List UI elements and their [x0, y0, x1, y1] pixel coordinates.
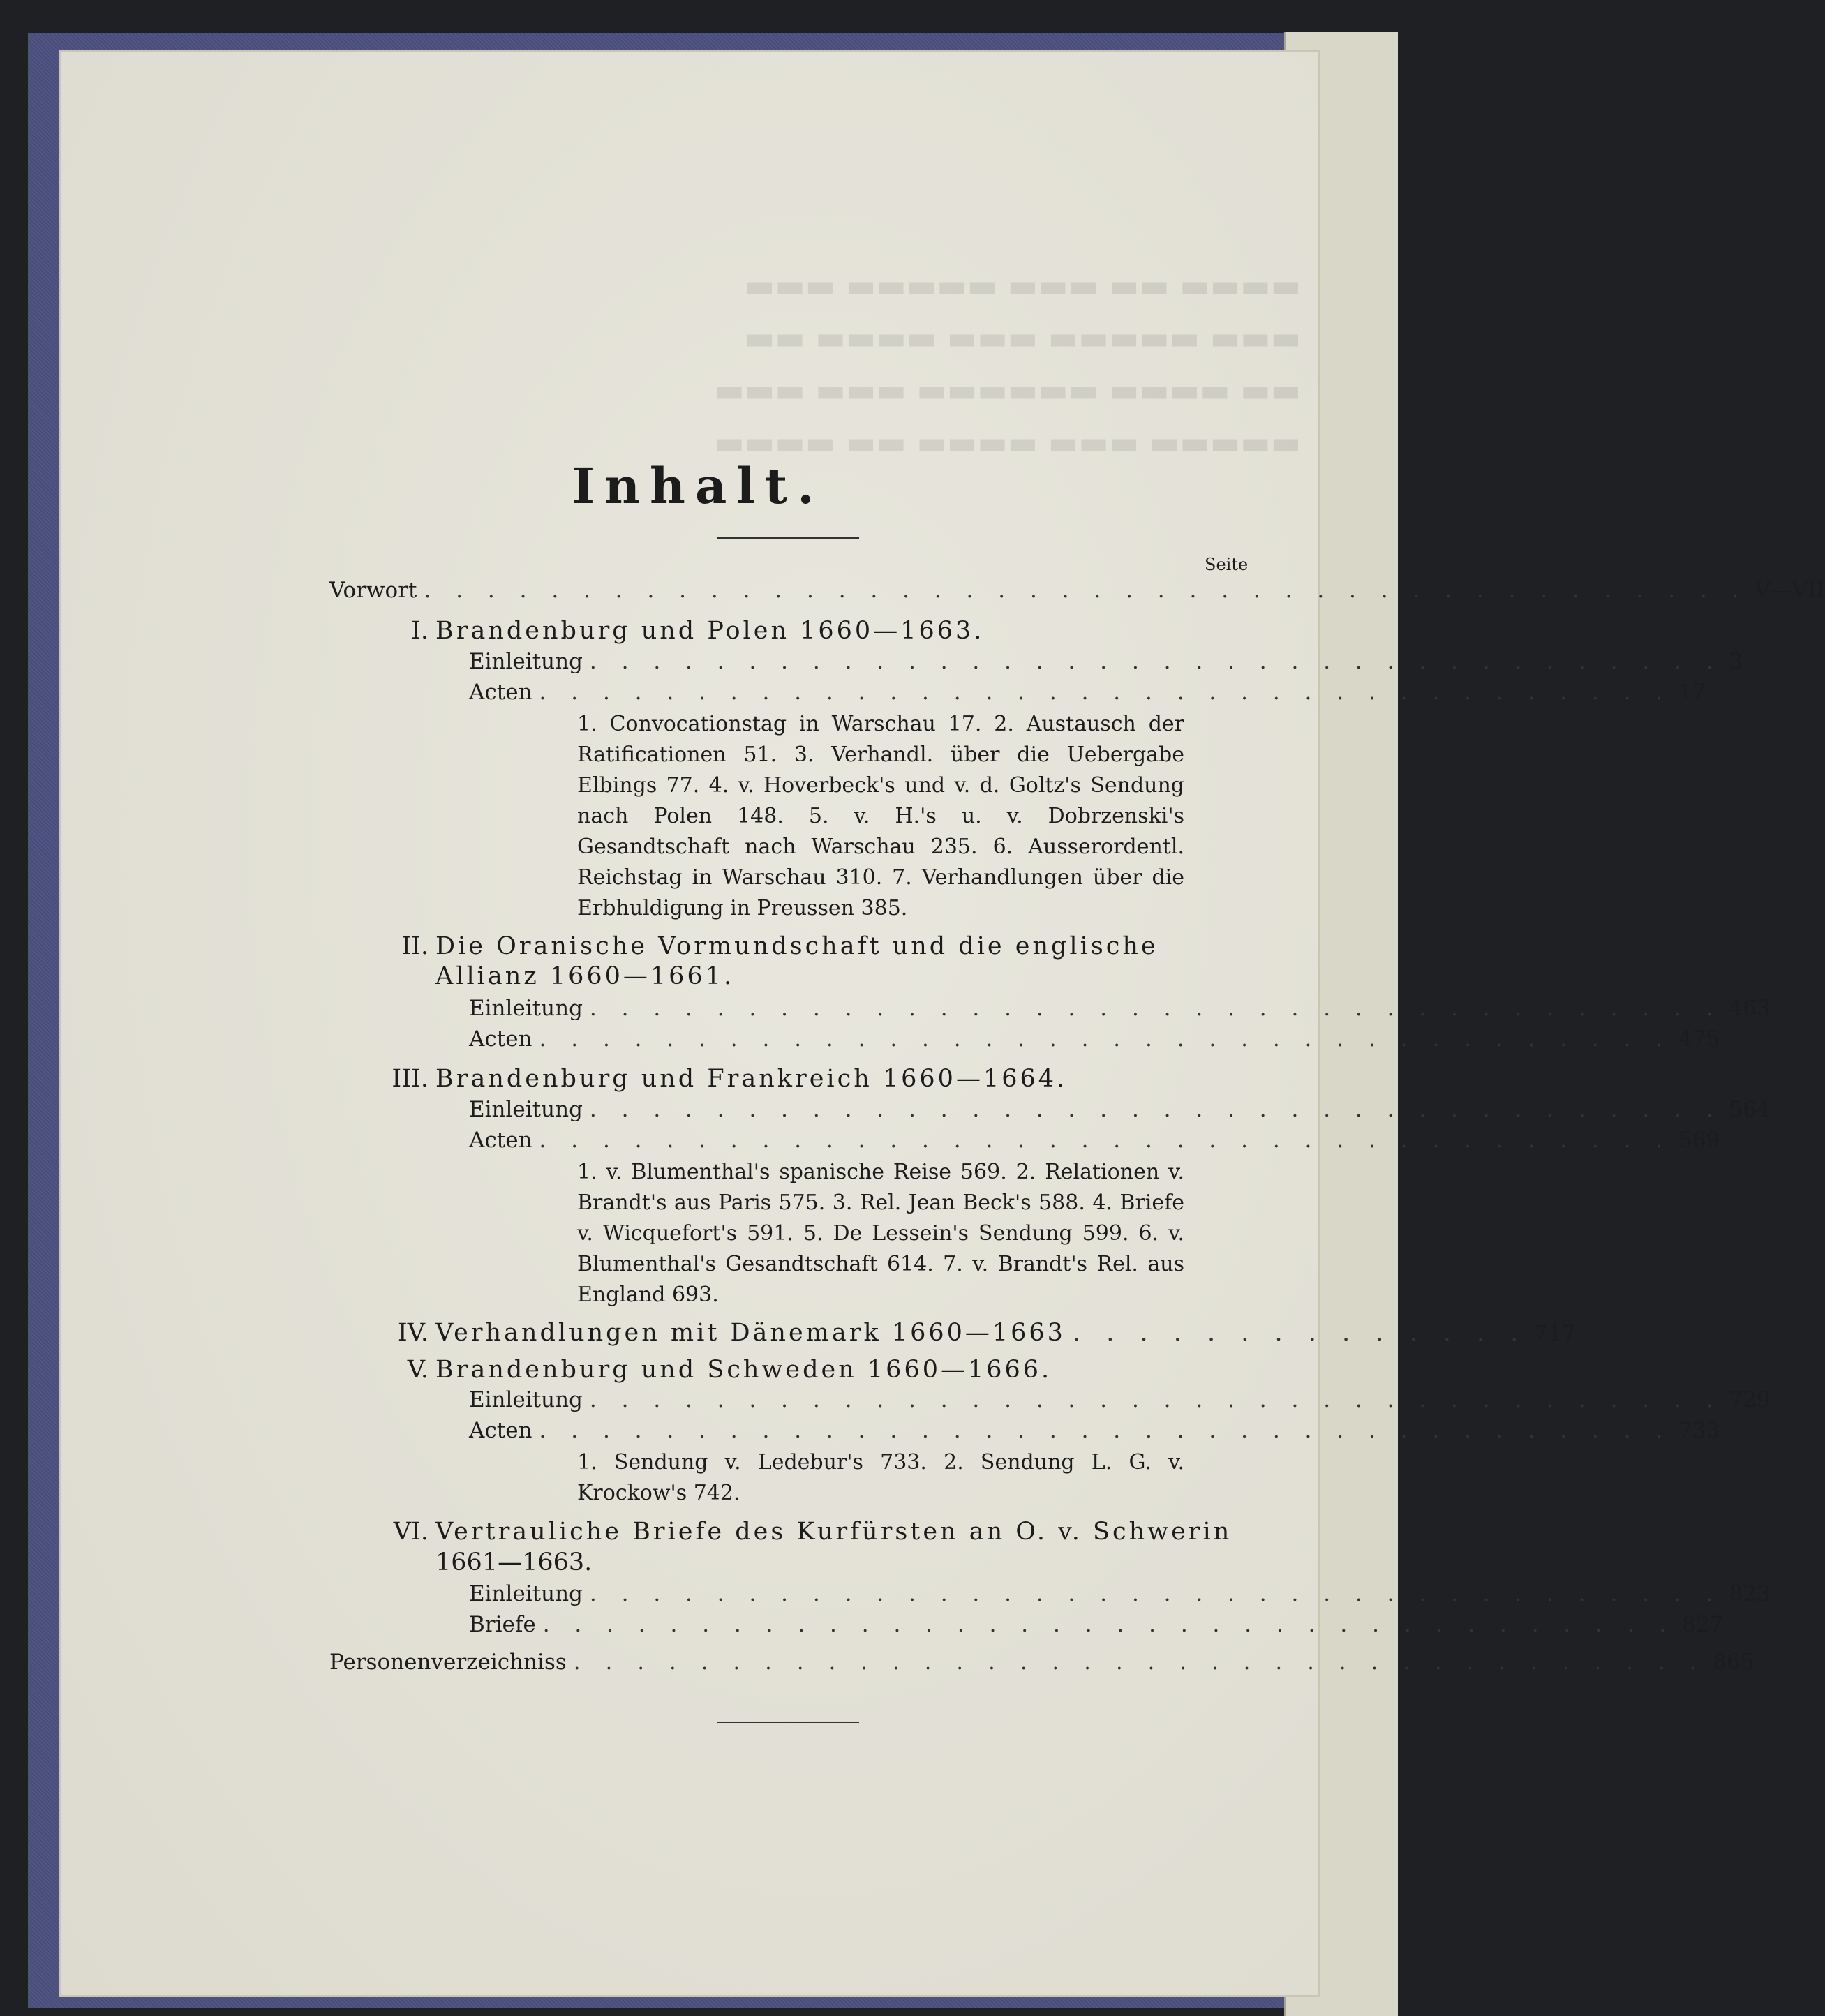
- toc-label: Briefe: [469, 1612, 536, 1637]
- section-number: I.: [411, 617, 429, 645]
- leader-dots: . . . . . . . . . . . . . . . . . . . . . . . . . . . . . . . . . . . .: [542, 1612, 1676, 1637]
- leader-dots: . . . . . . . . . . . . . .: [1072, 1319, 1528, 1347]
- section-heading-4[interactable]: [397, 1318, 1576, 1348]
- toc-label: Vorwort: [329, 578, 417, 603]
- leader-dots: . . . . . . . . . . . . . . . . . . . . . . . . . . . . . . . . . . . .: [573, 1650, 1706, 1675]
- section-heading-6[interactable]: [393, 1517, 1232, 1546]
- toc-page: 463: [1729, 996, 1771, 1021]
- section-title: Brandenburg und Frankreich 1660—1664.: [435, 1065, 1068, 1093]
- leader-dots: . . . . . . . . . . . . . . . . . . . . . . . . . . . . . . . . . . . .: [539, 1418, 1672, 1443]
- section-description: 1. v. Blumenthal's spanische Reise 569. 2. Relationen v. Brandt's aus Paris 575. 3. Rel. Jean Beck's 588. 4. Briefe v. Wicquefort's 591. 5. De Lessein's Sendung 599. 6. v. Blumenthal's Gesandtschaft 614. 7. v. Brandt's Rel. aus England 693.: [577, 1160, 1184, 1307]
- toc-page: 823: [1729, 1581, 1771, 1606]
- toc-row-einleitung[interactable]: [469, 1580, 1771, 1608]
- section-title: 1661—1663.: [435, 1548, 593, 1576]
- toc-page: 17: [1678, 680, 1706, 705]
- leader-dots: . . . . . . . . . . . . . . . . . . . . . . . . . . . . . . . . . . . .: [539, 1026, 1672, 1052]
- toc-page: 733: [1678, 1418, 1720, 1443]
- toc-page: 865: [1713, 1650, 1755, 1675]
- toc-row-personen[interactable]: [329, 1648, 1755, 1676]
- toc-label: Acten: [469, 1026, 532, 1052]
- leader-dots: . . . . . . . . . . . . . . . . . . . . . . . . . . . . . . . . . . . .: [539, 1128, 1672, 1153]
- leader-dots: . . . . . . . . . . . . . . . . . . . . . . . . . . . . . . . . . . . .: [589, 1387, 1722, 1412]
- section-number: III.: [392, 1065, 429, 1093]
- section-title: Vertrauliche Briefe des Kurfürsten an O. v. Schwerin: [435, 1518, 1232, 1546]
- toc-page: 717: [1534, 1321, 1576, 1346]
- toc-page: 475: [1678, 1026, 1720, 1052]
- toc-label: Einleitung: [469, 996, 583, 1021]
- toc-row-einleitung[interactable]: [469, 994, 1771, 1022]
- section-heading-3[interactable]: [392, 1064, 1068, 1093]
- section-number: VI.: [393, 1518, 429, 1546]
- section-description: 1. Sendung v. Ledebur's 733. 2. Sendung L. G. v. Krockow's 742.: [577, 1450, 1184, 1505]
- toc-row-acten[interactable]: [469, 1126, 1720, 1154]
- section-number: II.: [401, 932, 429, 960]
- section-title: Brandenburg und Schweden 1660—1666.: [435, 1356, 1052, 1384]
- toc-page: 569: [1678, 1128, 1720, 1153]
- toc-label: Acten: [469, 1128, 532, 1153]
- section-heading-6-cont: [435, 1548, 592, 1577]
- toc-row-vorwort[interactable]: [329, 576, 1825, 604]
- toc-label: Einleitung: [469, 1581, 583, 1606]
- toc-page: 3: [1729, 649, 1743, 674]
- section-number: V.: [407, 1356, 429, 1384]
- toc-label: Einleitung: [469, 649, 583, 674]
- leader-dots: . . . . . . . . . . . . . . . . . . . . . . . . . . . . . . . . . . . .: [589, 1581, 1722, 1606]
- section-title: Verhandlungen mit Dänemark 1660—1663: [435, 1319, 1066, 1347]
- toc-row-briefe[interactable]: [469, 1611, 1724, 1638]
- toc-row-einleitung[interactable]: [469, 648, 1743, 675]
- section-number: IV.: [397, 1319, 429, 1347]
- toc-row-einleitung[interactable]: [469, 1386, 1771, 1414]
- section-title: Allianz 1660—1661.: [435, 962, 735, 990]
- toc-row-einleitung[interactable]: [469, 1096, 1771, 1123]
- leader-dots: . . . . . . . . . . . . . . . . . . . . . . . . . . . . . . . . . . . .: [589, 649, 1722, 674]
- section-title: Die Oranische Vormundschaft und die englische: [435, 932, 1159, 960]
- toc-label: Acten: [469, 1418, 532, 1443]
- section-heading-2-cont: [435, 962, 734, 991]
- leader-dots: . . . . . . . . . . . . . . . . . . . . . . . . . . . . . . . . . . . .: [589, 996, 1722, 1021]
- leader-dots: . . . . . . . . . . . . . . . . . . . . . . . . . . . . . . . . . . . . . . . . . .: [424, 578, 1748, 603]
- end-rule: [717, 1722, 859, 1723]
- toc-page: 564: [1729, 1097, 1771, 1122]
- toc-row-acten[interactable]: [469, 1025, 1720, 1053]
- leader-dots: . . . . . . . . . . . . . . . . . . . . . . . . . . . . . . . . . . . .: [539, 680, 1672, 705]
- title-rule: [717, 537, 859, 539]
- toc-row-acten[interactable]: [469, 678, 1706, 706]
- section-heading-2[interactable]: [401, 932, 1159, 961]
- section-heading-5[interactable]: [407, 1355, 1052, 1384]
- toc-label: Personenverzeichniss: [329, 1650, 567, 1675]
- toc-label: Acten: [469, 680, 532, 705]
- show-through-text: ▬▬▬▬ ▬▬ ▬▬▬ ▬▬▬▬▬ ▬▬▬ ▬▬▬ ▬▬▬▬▬ ▬▬▬ ▬▬▬▬ ▬▬ ▬▬ ▬▬▬▬ ▬▬▬▬▬▬ ▬▬▬ ▬▬▬ ▬▬▬▬▬ ▬▬▬ ▬▬▬▬ ▬▬ ▬▬▬▬: [714, 267, 1301, 461]
- toc-label: Einleitung: [469, 1387, 583, 1412]
- toc-label: Einleitung: [469, 1097, 583, 1122]
- toc-row-acten[interactable]: [469, 1417, 1720, 1444]
- toc-page: V—VII: [1755, 578, 1825, 603]
- leader-dots: . . . . . . . . . . . . . . . . . . . . . . . . . . . . . . . . . . . .: [589, 1097, 1722, 1122]
- section-title: Brandenburg und Polen 1660—1663.: [435, 617, 985, 645]
- toc-page: 729: [1729, 1387, 1771, 1412]
- seite-label: Seite: [1205, 555, 1249, 574]
- book-page: [59, 50, 1320, 1997]
- toc-page: 827: [1682, 1612, 1724, 1637]
- section-heading-1[interactable]: [411, 616, 985, 645]
- page-title: Inhalt.: [572, 457, 824, 515]
- section-description: 1. Convocationstag in Warschau 17. 2. Austausch der Ratificationen 51. 3. Verhandl. über die Uebergabe Elbings 77. 4. v. Hoverbeck's und v. d. Goltz's Sendung nach Polen 148. 5. v. H.'s u. v. Dobrzenski's Gesandtschaft nach Warschau 235. 6. Ausserordentl. Reichstag in Warschau 310. 7. Verhandlungen über die Erbhuldigung in Preussen 385.: [577, 712, 1184, 920]
